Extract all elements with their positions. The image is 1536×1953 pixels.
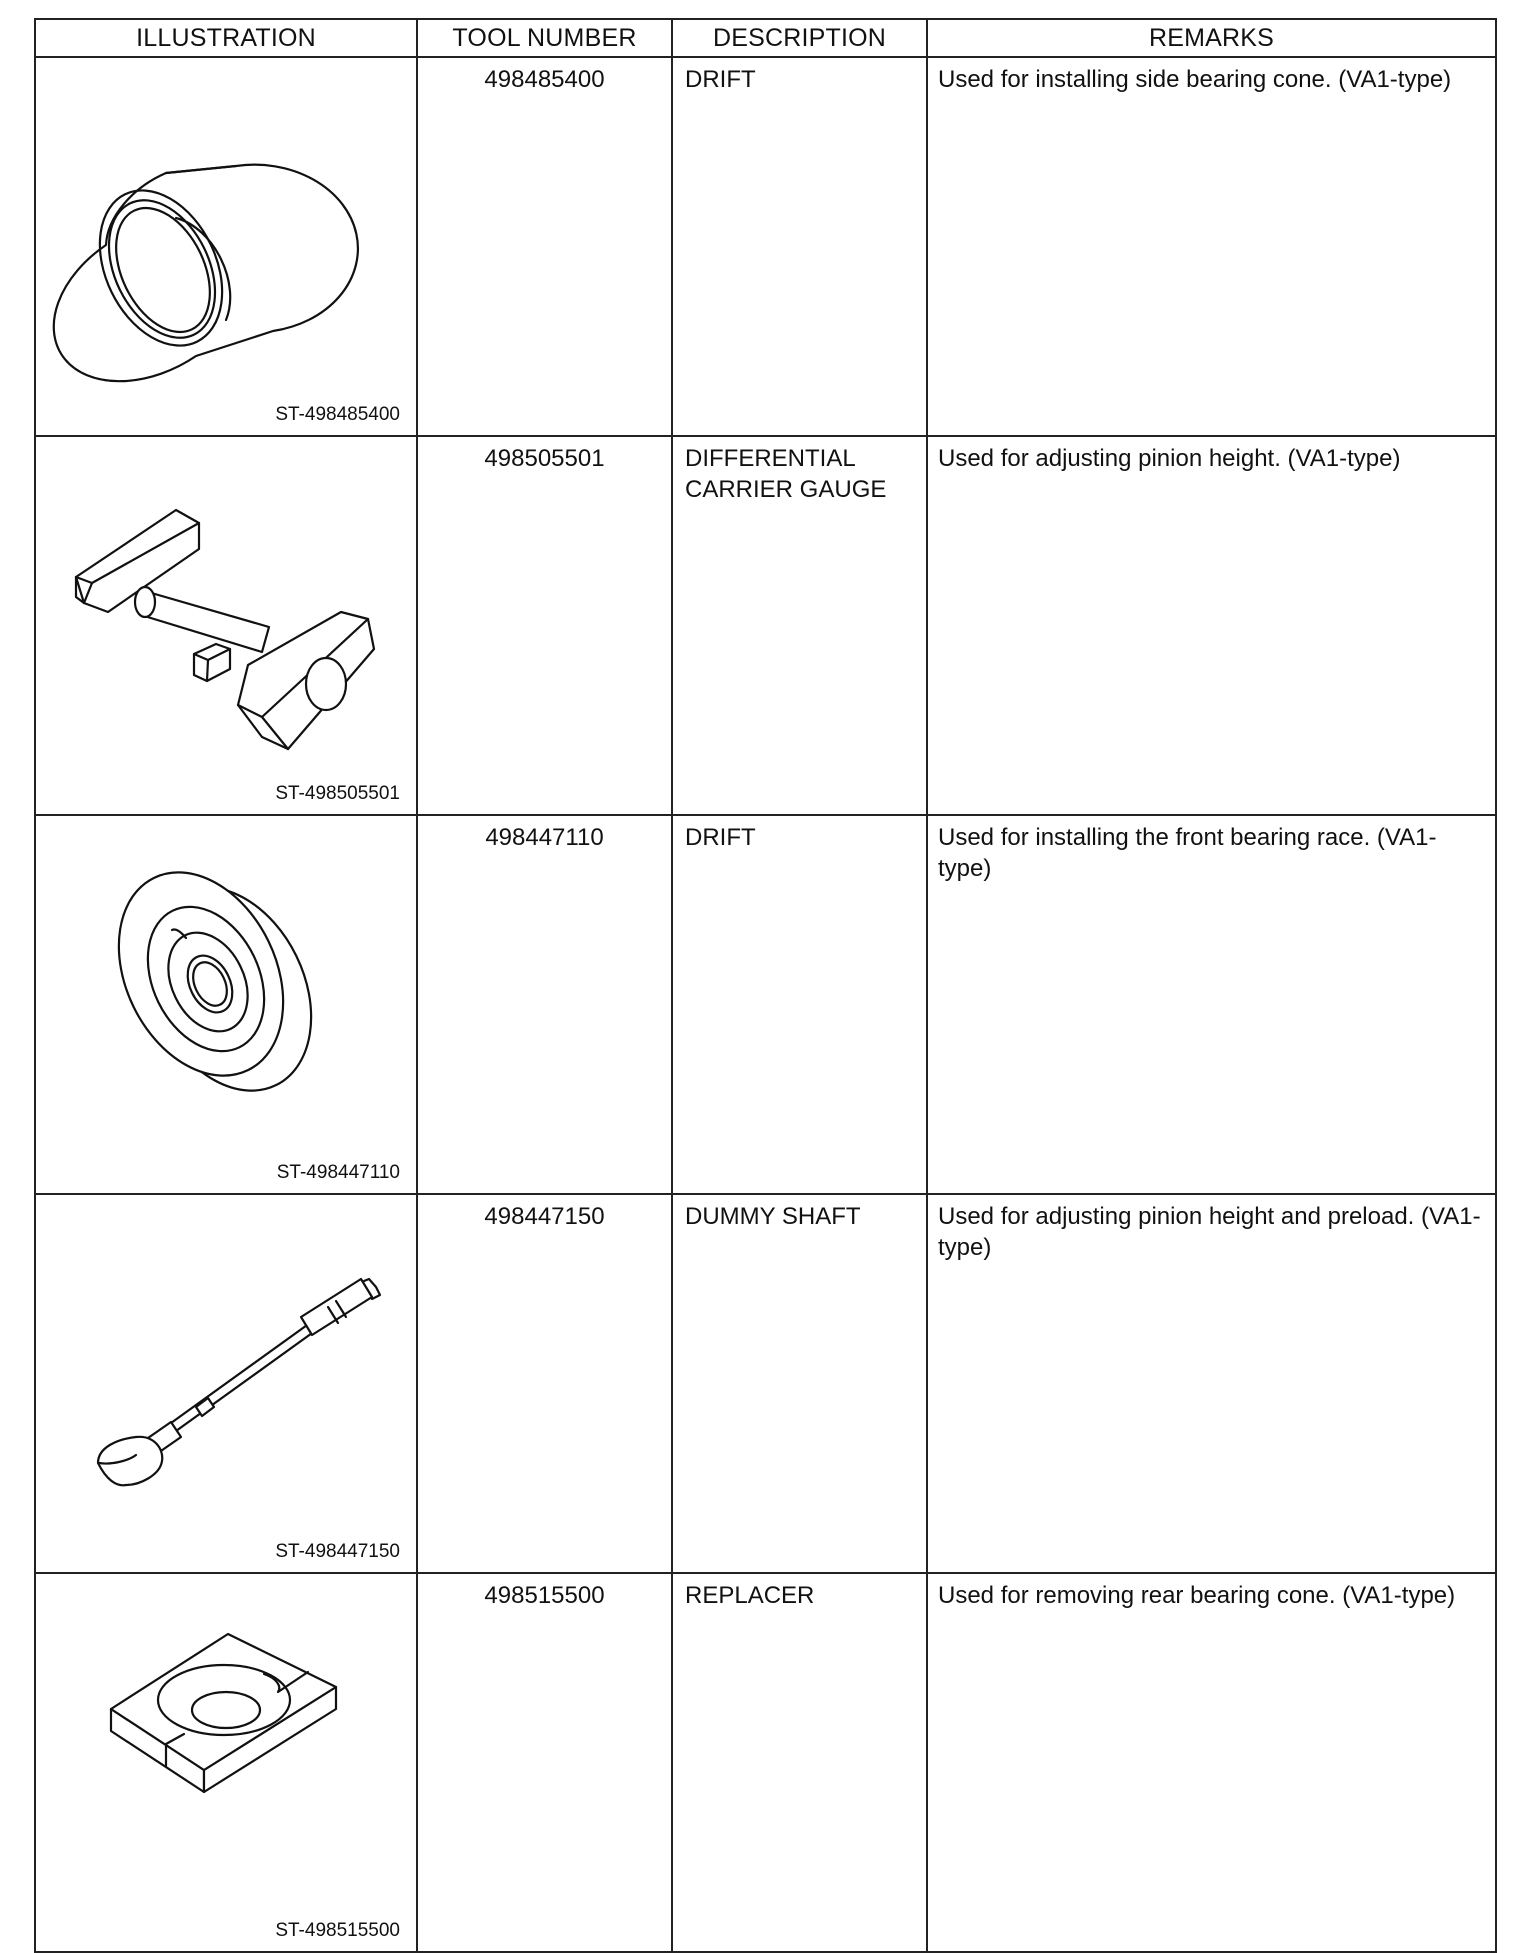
tool-number-cell: 498447110 (417, 815, 672, 1194)
illustration-code: ST-498447110 (276, 1162, 400, 1183)
remarks-cell: Used for installing side bearing cone. (VA1-type) (927, 57, 1496, 436)
description-cell: DUMMY SHAFT (672, 1194, 927, 1573)
table-row (35, 815, 1496, 1194)
carrier-gauge-icon (36, 437, 418, 808)
illustration-code: ST-498505501 (275, 783, 400, 804)
description-cell: DRIFT (672, 815, 927, 1194)
illustration-code: ST-498515500 (275, 1920, 400, 1941)
illustration-cell (35, 815, 417, 1194)
remarks-cell: Used for adjusting pinion height and preload. (VA1-type) (927, 1194, 1496, 1573)
illustration-code: ST-498485400 (275, 404, 400, 425)
description-cell: REPLACER (672, 1573, 927, 1952)
tool-number-cell: 498505501 (417, 436, 672, 815)
tool-number-cell: 498515500 (417, 1573, 672, 1952)
drift-ring-icon (36, 58, 418, 429)
illustration-cell (35, 1573, 417, 1952)
header-row (35, 19, 1496, 57)
illustration-code: ST-498447150 (275, 1541, 400, 1562)
header-description: DESCRIPTION (672, 19, 927, 57)
tool-number-cell: 498447150 (417, 1194, 672, 1573)
table-row (35, 57, 1496, 436)
remarks-cell: Used for removing rear bearing cone. (VA1-type) (927, 1573, 1496, 1952)
description-cell: DRIFT (672, 57, 927, 436)
special-tools-table (34, 18, 1497, 1953)
header-tool-number: TOOL NUMBER (417, 19, 672, 57)
drift-disc-icon (36, 816, 418, 1187)
replacer-block-icon (36, 1574, 418, 1945)
header-illustration: ILLUSTRATION (35, 19, 417, 57)
illustration-cell (35, 57, 417, 436)
illustration-cell (35, 436, 417, 815)
header-remarks: REMARKS (927, 19, 1496, 57)
table-row (35, 436, 1496, 815)
remarks-cell: Used for installing the front bearing race. (VA1-type) (927, 815, 1496, 1194)
dummy-shaft-icon (36, 1195, 418, 1566)
illustration-cell (35, 1194, 417, 1573)
description-cell: DIFFERENTIAL CARRIER GAUGE (672, 436, 927, 815)
tool-number-cell: 498485400 (417, 57, 672, 436)
table-row (35, 1194, 1496, 1573)
remarks-cell: Used for adjusting pinion height. (VA1-type) (927, 436, 1496, 815)
table-row (35, 1573, 1496, 1952)
